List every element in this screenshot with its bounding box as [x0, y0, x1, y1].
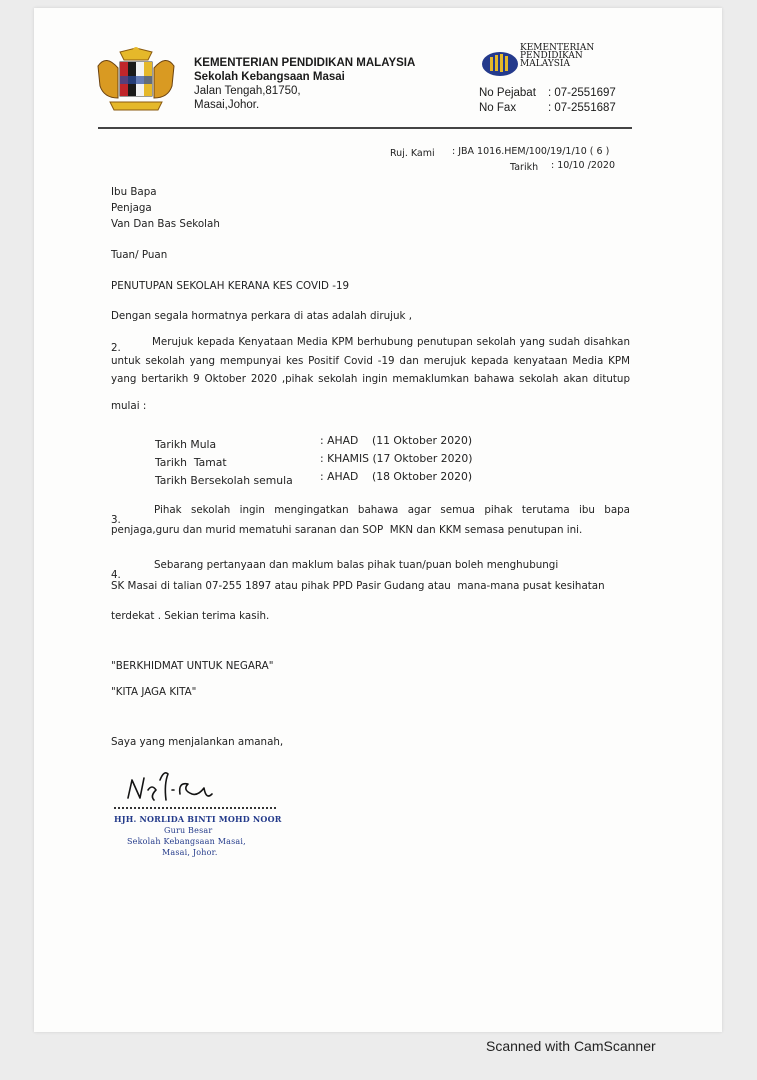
ministry-logo-text [520, 44, 594, 68]
date-row-label: Tarikh Tamat [155, 456, 227, 469]
paragraph-number: 3. [111, 514, 121, 526]
signatory-place: Masai, Johor. [162, 848, 218, 857]
subject-line: PENUTUPAN SEKOLAH KERANA KES COVID -19 [111, 280, 350, 292]
scanner-watermark: Scanned with CamScanner [486, 1038, 656, 1054]
paragraph-3-line: Pihak sekolah ingin mengingatkan bahawa agar semua pihak terutama ibu bapa [154, 504, 630, 516]
paragraph-2-line: mulai : [111, 400, 147, 412]
salutation: Tuan/ Puan [111, 249, 168, 261]
logo-text-line: MALAYSIA [520, 59, 570, 69]
paragraph-3-line: penjaga,guru dan murid mematuhi saranan dan SOP MKN dan KKM semasa penutupan ini. [111, 524, 583, 536]
paragraph-4-line: terdekat . Sekian terima kasih. [111, 610, 270, 622]
logo-text-line: PENDIDIKAN [520, 51, 583, 61]
paragraph-2-line: Merujuk kepada Kenyataan Media KPM berhubung penutupan sekolah yang sudah disahkan [152, 336, 630, 348]
ministry-name: KEMENTERIAN PENDIDIKAN MALAYSIA [194, 57, 416, 69]
opening-line: Dengan segala hormatnya perkara di atas adalah dirujuk , [111, 310, 413, 322]
date-label: Tarikh [510, 162, 539, 173]
reference-value: : JBA 1016.HEM/100/19/1/10 ( 6 ) [452, 146, 610, 157]
reference-label: Ruj. Kami [390, 148, 435, 159]
address-line-1: Jalan Tengah,81750, [194, 85, 301, 97]
recipient-line: Ibu Bapa [111, 186, 157, 198]
header-divider [98, 127, 632, 129]
logo-text-line: KEMENTERIAN [520, 43, 595, 53]
date-row-value: : AHAD (11 Oktober 2020) [320, 434, 473, 447]
ministry-logo [480, 50, 520, 78]
phone-value: : 07-2551697 [548, 87, 616, 99]
date-value: : 10/10 /2020 [551, 160, 615, 171]
date-row-label: Tarikh Mula [155, 438, 217, 451]
letter-page [34, 8, 722, 1032]
recipient-line: Van Dan Bas Sekolah [111, 218, 220, 230]
paragraph-number: 4. [111, 569, 121, 581]
paragraph-2-line: yang bertarikh 9 Oktober 2020 ,pihak sekolah ingin memaklumkan bahawa sekolah akan ditutup [111, 373, 630, 385]
paragraph-4-line: Sebarang pertanyaan dan maklum balas pihak tuan/puan boleh menghubungi [154, 559, 559, 571]
coat-of-arms-logo [90, 46, 182, 118]
date-row-value: : KHAMIS (17 Oktober 2020) [320, 452, 473, 465]
paragraph-2-line: untuk sekolah yang mempunyai kes Positif Covid -19 dan merujuk kepada kenyataan Media KPM [111, 355, 630, 367]
signatory-school: Sekolah Kebangsaan Masai, [127, 837, 246, 846]
signature-dotted-line [114, 807, 276, 809]
school-name: Sekolah Kebangsaan Masai [194, 71, 345, 83]
fax-value: : 07-2551687 [548, 102, 616, 114]
signatory-name: HJH. NORLIDA BINTI MOHD NOOR [114, 814, 282, 824]
phone-label: No Pejabat [479, 87, 536, 99]
recipient-line: Penjaga [111, 202, 152, 214]
address-line-2: Masai,Johor. [194, 99, 260, 111]
date-row-label: Tarikh Bersekolah semula [155, 474, 293, 487]
motto-line: "BERKHIDMAT UNTUK NEGARA" [111, 660, 274, 672]
paragraph-number: 2. [111, 342, 121, 354]
fax-label: No Fax [479, 102, 517, 114]
paragraph-4-line: SK Masai di talian 07-255 1897 atau pihak PPD Pasir Gudang atau mana-mana pusat kesihatan [111, 580, 605, 592]
date-row-value: : AHAD (18 Oktober 2020) [320, 470, 473, 483]
closing-line: Saya yang menjalankan amanah, [111, 736, 284, 748]
motto-line: "KITA JAGA KITA" [111, 686, 197, 698]
handwritten-signature [120, 760, 230, 810]
signatory-title: Guru Besar [164, 826, 213, 835]
